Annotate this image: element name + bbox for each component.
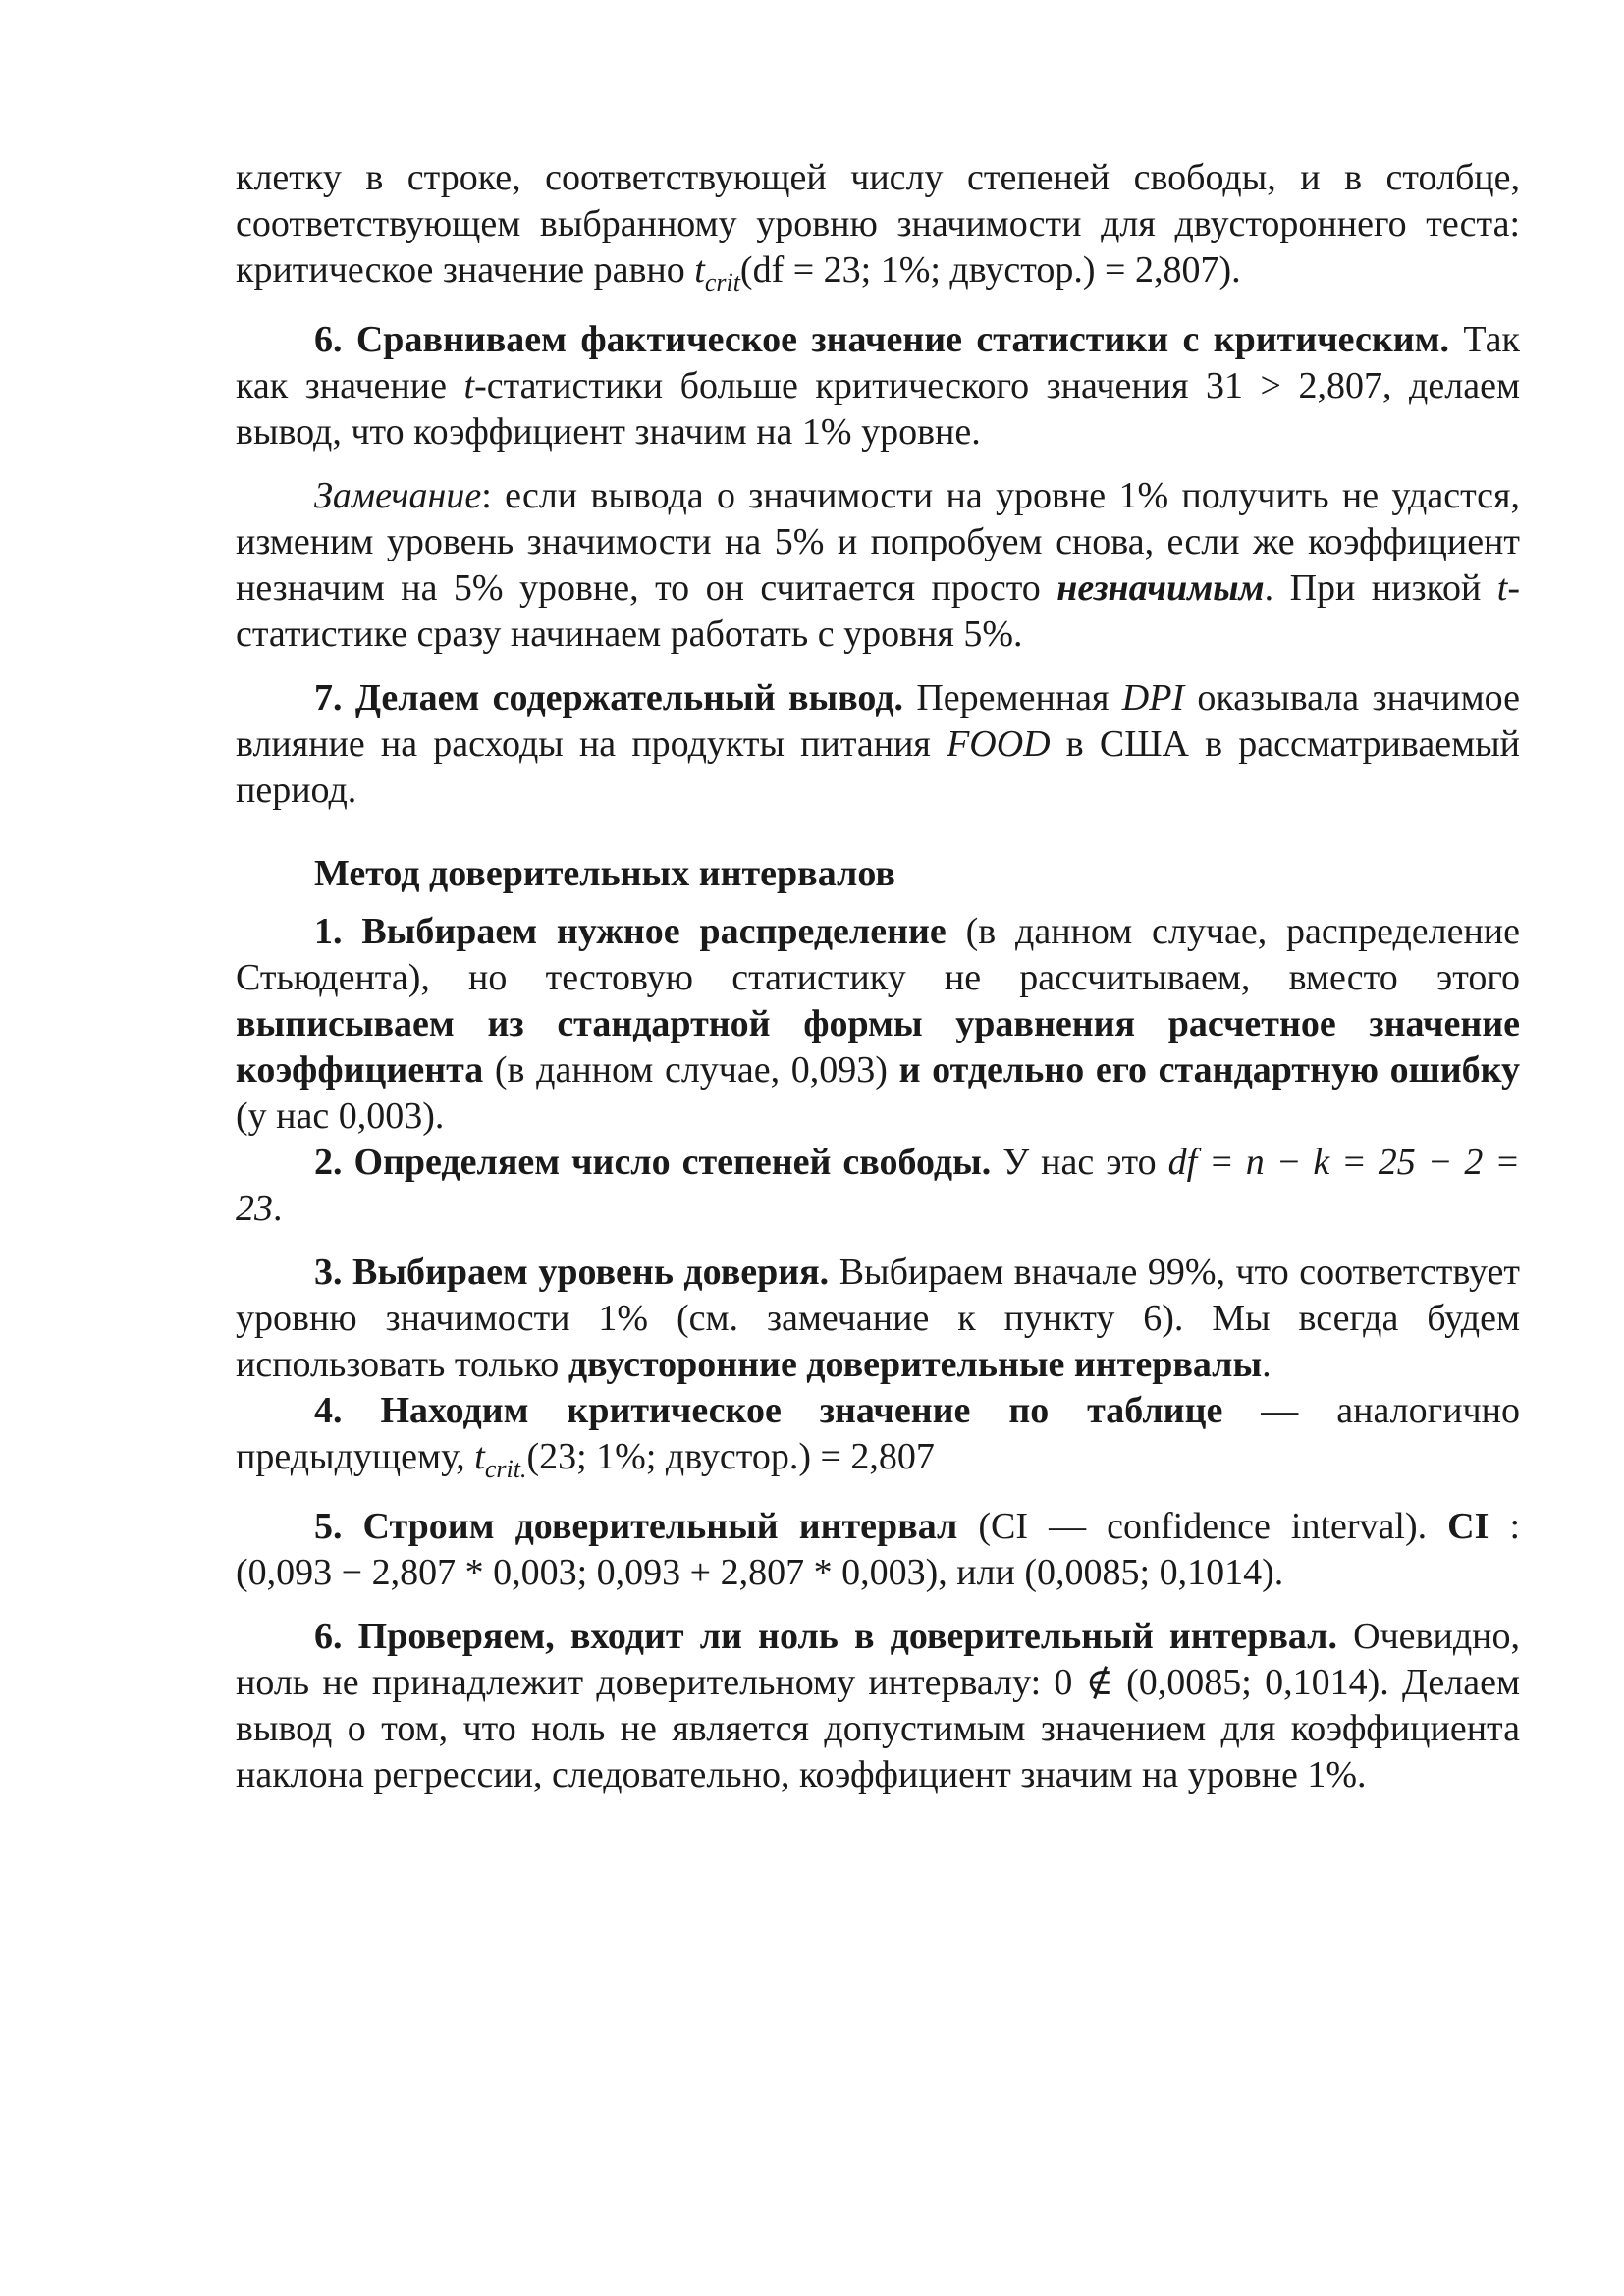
formula-ci: : (0,093 − 2,807 * 0,003; 0,093 + 2,807 * 0,003), или (0,0085; 0,1014). [236,1506,1520,1593]
step-title: 6. Сравниваем фактическое значение статистики с критическим. [314,319,1450,360]
formula-args: (df = 23; 1%; двустор.) = 2,807) [739,249,1232,291]
step-title: 7. Делаем содержательный вывод. [314,677,904,719]
emphasis: незначимым [1056,567,1265,609]
text: . [1231,249,1241,291]
text: (CI — confidence interval). [957,1506,1448,1547]
formula-subscript: crit [704,268,740,296]
text: — аналогично предыдущему, [236,1390,1520,1477]
formula-subscript: crit. [484,1455,527,1483]
text: клетку в строке, соответствующей числу степеней свободы, и в столбце, соответствующем выбранному уровню значимости для двустороннего теста: критическое значение равно [236,157,1520,291]
ci-label: CI [1447,1506,1489,1547]
text: (у нас 0,003). [236,1095,445,1137]
text: Так как значение [236,319,1521,406]
text: оказывала значимое влияние на расходы на продукты питания [236,677,1521,765]
step-6-compare [236,317,1520,455]
ci-step-5 [236,1504,1520,1596]
text: . При низкой [1264,567,1497,609]
text: Очевидно, ноль не принадлежит доверительному интервалу: 0 ∉ (0,0085; 0,1014). Делаем вывод о том, что ноль не является допустимым значением для коэффициента наклона регрессии, следовательно, коэффициент значим на уровне 1%. [236,1616,1520,1795]
text: У нас это [991,1142,1168,1183]
text: Выбираем вначале 99%, что соответствует уровню значимости 1% (см. замечание к пункту 6). Мы всегда будем использовать только [236,1252,1520,1385]
text: : если вывода о значимости на уровне 1% получить не удастся, изменим уровень значимости на 5% и попробуем снова, если же коэффициент незначим на 5% уровне, то он считается просто [236,475,1520,609]
formula-args: (23; 1%; двустор.) = 2,807 [526,1436,935,1477]
formula-df: df = n − k = 25 − 2 = 23 [236,1142,1520,1229]
text: (в данном случае, распределение Стьюдента), но тестовую статистику не рассчитываем, вместо этого [236,911,1521,998]
text: -статистики больше критического значения 31 > 2,807, делаем вывод, что коэффициент значим на 1% уровне. [236,365,1520,453]
paragraph-table-lookup [236,155,1520,305]
step-title: 1. Выбираем нужное распределение [314,911,947,952]
section-heading: Метод доверительных интервалов [314,853,895,894]
variable-dpi: DPI [1121,677,1185,719]
step-title: 2. Определяем число степеней свободы. [314,1142,992,1183]
page-content [236,155,1520,1798]
remark-label: Замечание [314,475,482,516]
text: (в данном случае, 0,093) [483,1049,899,1091]
variable-food: FOOD [947,723,1051,765]
ci-step-2 [236,1140,1520,1232]
step-title: 3. Выбираем уровень доверия. [314,1252,830,1293]
bold-text: выписываем из стандартной формы уравнения расчетное значение коэффициента [236,1003,1520,1091]
ci-step-6 [236,1614,1520,1798]
ci-step-3 [236,1250,1520,1388]
t-symbol: t [463,365,475,406]
bold-text: и отдельно его стандартную ошибку [898,1049,1520,1091]
text: в США в рассматриваемый период. [236,723,1520,811]
ci-step-1 [236,909,1520,1140]
text: Переменная [903,677,1122,719]
formula-t: t [474,1436,485,1477]
text: . [273,1188,283,1229]
bold-text: двусторонние доверительные интервалы [568,1344,1263,1385]
formula-t: t [694,249,705,291]
step-title: 5. Строим доверительный интервал [314,1506,958,1547]
t-symbol: t [1496,567,1508,609]
step-7-conclusion [236,675,1520,814]
remark-paragraph [236,473,1520,658]
text: . [1262,1344,1272,1385]
ci-step-4 [236,1388,1520,1492]
text: -статистике сразу начинаем работать с уровня 5%. [236,567,1520,655]
step-title: 6. Проверяем, входит ли ноль в доверительный интервал. [314,1616,1337,1657]
step-title: 4. Находим критическое значение по таблице [314,1390,1223,1431]
